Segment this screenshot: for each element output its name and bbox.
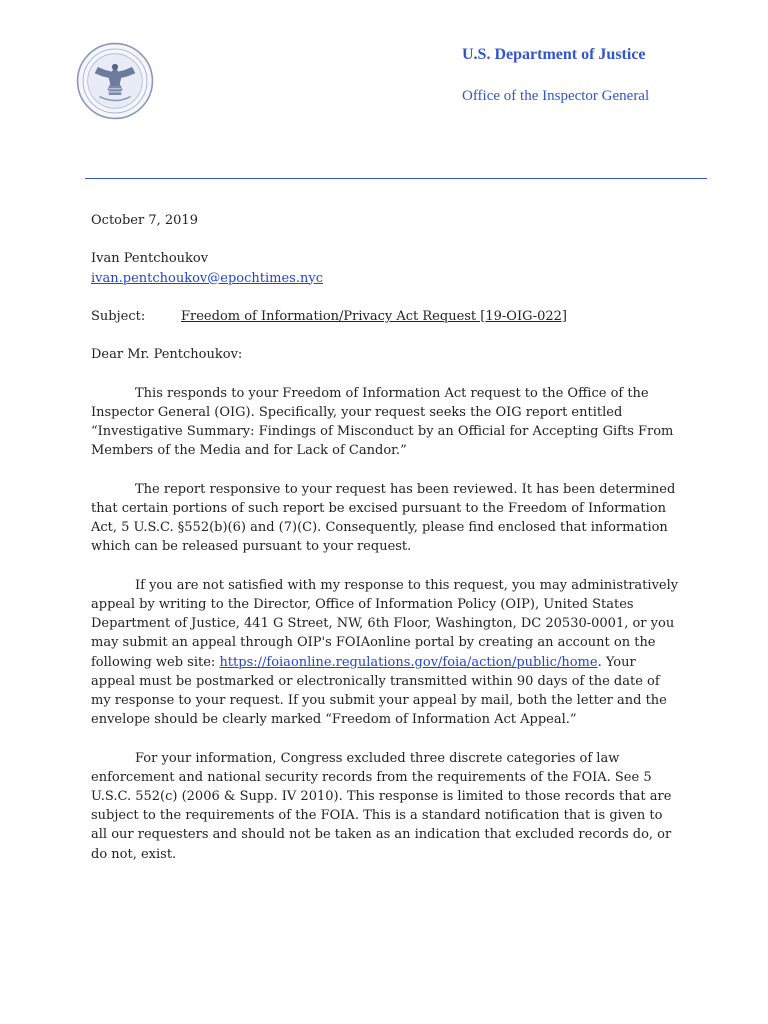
paragraph-3 (91, 576, 681, 730)
paragraph-4: For your information, Congress excluded three discrete categories of law enforcement and national security records from the requirements of the FOIA. See 5 U.S.C. 552(c) (2006 & Supp. IV 2010). This response is limited to those records that are subject to the requirements of the FOIA. This is a standard notification that is given to all our requesters and should not be taken as an indication that excluded records do, or do not, exist. (91, 750, 672, 862)
paragraph-3-text-after: . Your appeal must be postmarked or electronically transmitted within 90 days of the date of my response to your request. If you submit your appeal by mail, both the letter and the envelope should be clearly marked “Freedom of Information Act Appeal.” (91, 654, 667, 728)
letter-body (91, 211, 681, 883)
subject-text: Freedom of Information/Privacy Act Request [19-OIG-022] (181, 308, 567, 324)
office-name: Office of the Inspector General (462, 88, 650, 104)
salutation: Dear Mr. Pentchoukov: (91, 347, 243, 363)
doj-seal-icon (76, 42, 154, 120)
foiaonline-link[interactable]: https://foiaonline.regulations.gov/foia/action/public/home (219, 654, 598, 670)
recipient-block (91, 249, 681, 287)
recipient-name: Ivan Pentchoukov (91, 251, 209, 267)
subject-line (91, 307, 681, 326)
letter-date: October 7, 2019 (91, 213, 198, 228)
department-name: U.S. Department of Justice (462, 46, 646, 63)
header-rule (85, 178, 707, 179)
paragraph-1: This responds to your Freedom of Information Act request to the Office of the Inspector General (OIG). Specifically, your request seeks the OIG report entitled “Investigative Summary: Findings of Misconduct by an Official for Accepting Gifts From Members of the Media and for Lack of Candor.” (91, 385, 674, 459)
paragraph-3-text: If you are not satisfied with my response to this request, you may administratively appeal by writing to the Director, Office of Information Policy (OIP), United States Department of Justice, 441 G Street, NW, 6th Floor, Washington, DC 20530-0001, or you may submit an appeal through OIP's FOIAonline portal by creating an account on the following web site: (91, 577, 679, 670)
paragraph-2: The report responsive to your request has been reviewed. It has been determined that certain portions of such report be excised pursuant to the Freedom of Information Act, 5 U.S.C. §552(b)(6) and (7)(C). Consequently, please find enclosed that information which can be released pursuant to your request. (91, 481, 676, 555)
subject-label: Subject: (91, 308, 146, 324)
recipient-email-link[interactable]: ivan.pentchoukov@epochtimes.nyc (91, 270, 323, 286)
